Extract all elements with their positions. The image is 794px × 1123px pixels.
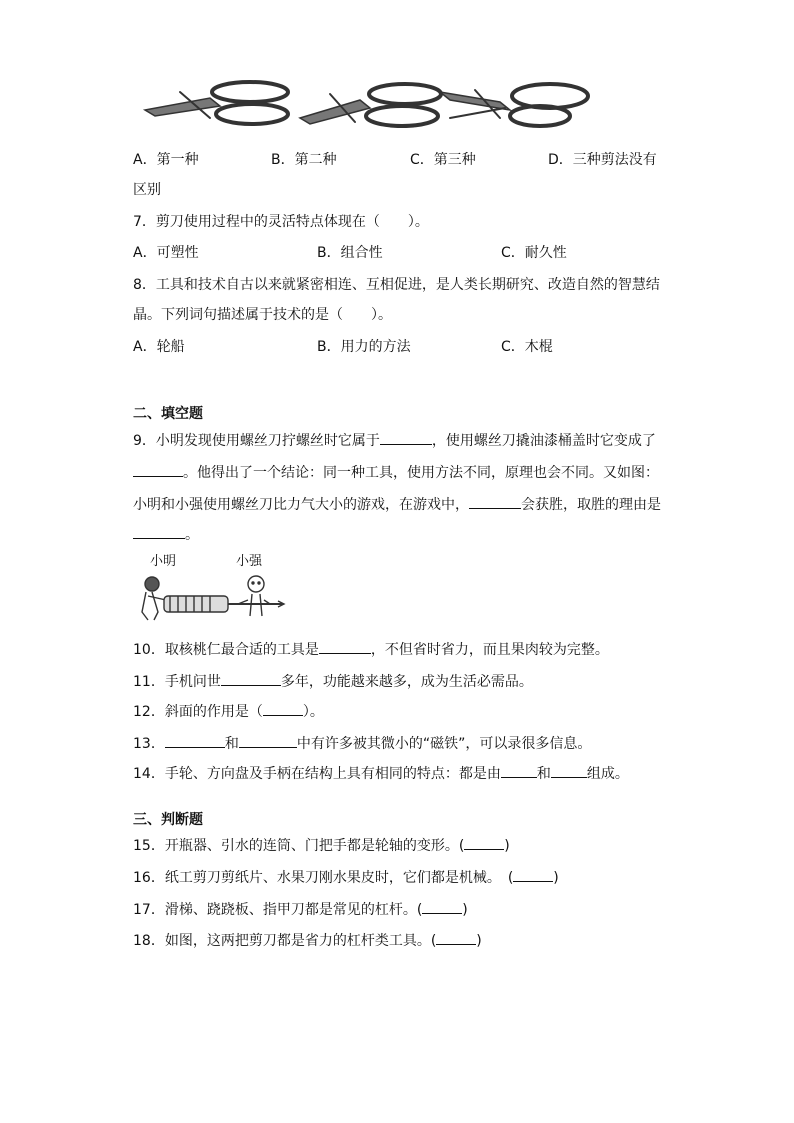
screwdriver-game-figure xyxy=(138,574,288,624)
q9-blank-2[interactable] xyxy=(133,462,183,477)
q9-text-3: 。他得出了一个结论：同一种工具，使用方法不同，原理也会不同。又如图： xyxy=(183,465,659,481)
q18-text-a: 18．如图，这两把剪刀都是省力的杠杆类工具。( xyxy=(133,933,437,949)
q9-blank-4[interactable] xyxy=(133,524,185,539)
q15-text-a: 15．开瓶器、引水的连筒、门把手都是轮轴的变形。( xyxy=(133,838,465,854)
section-title-true-false: 三、判断题 xyxy=(133,812,203,828)
q14-text-a: 14．手轮、方向盘及手柄在结构上具有相同的特点：都是由 xyxy=(133,766,501,782)
q6-option-b[interactable]: B．第二种 xyxy=(271,152,337,168)
q15-text-b: ) xyxy=(504,838,510,854)
q17-text-a: 17．滑梯、跷跷板、指甲刀都是常见的杠杆。( xyxy=(133,902,423,918)
q8-option-a[interactable]: A．轮船 xyxy=(133,339,185,355)
q6-option-c[interactable]: C．第三种 xyxy=(410,152,476,168)
q16-blank[interactable] xyxy=(513,867,553,882)
q13-blank-2[interactable] xyxy=(239,733,297,748)
q8-option-b[interactable]: B．用力的方法 xyxy=(317,339,411,355)
q15-line xyxy=(133,835,510,856)
q6-option-a[interactable]: A．第一种 xyxy=(133,152,199,168)
q17-text-b: ) xyxy=(462,902,468,918)
q9-blank-1[interactable] xyxy=(380,430,432,445)
q17-blank[interactable] xyxy=(422,899,462,914)
q9-text-6: 。 xyxy=(185,527,199,543)
q11-blank[interactable] xyxy=(221,671,281,686)
q10-blank[interactable] xyxy=(319,639,371,654)
q9-line3 xyxy=(133,494,661,515)
q6-option-d[interactable]: D．三种剪法没有 xyxy=(548,152,657,168)
q14-text-b: 和 xyxy=(536,766,551,782)
q12-text-b: ）。 xyxy=(302,704,324,720)
q18-blank[interactable] xyxy=(436,930,476,945)
q13-text-a: 13． xyxy=(133,736,165,752)
q8-stem-line1: 8．工具和技术自古以来就紧密相连、互相促进，是人类长期研究、改造自然的智慧结 xyxy=(133,277,660,293)
q14-blank-1[interactable] xyxy=(501,763,537,778)
q9-line4 xyxy=(133,524,199,545)
q9-text-4: 小明和小强使用螺丝刀比力气大小的游戏，在游戏中， xyxy=(133,497,469,513)
q13-blank-1[interactable] xyxy=(165,733,225,748)
q10-text-a: 10．取核桃仁最合适的工具是 xyxy=(133,642,319,658)
figure-label-xiaoqiang: 小强 xyxy=(236,554,263,569)
q14-text-c: 组成。 xyxy=(586,766,629,782)
q9-text-1: 9．小明发现使用螺丝刀拧螺丝时它属于 xyxy=(133,433,380,449)
q18-text-b: ) xyxy=(476,933,482,949)
q9-blank-3[interactable] xyxy=(469,494,521,509)
q7-option-b[interactable]: B．组合性 xyxy=(317,245,383,261)
q14-blank-2[interactable] xyxy=(551,763,587,778)
figure-label-xiaoming: 小明 xyxy=(150,554,177,569)
q12-text-a: 12．斜面的作用是（ xyxy=(133,704,263,720)
q15-blank[interactable] xyxy=(464,835,504,850)
q7-stem: 7．剪刀使用过程中的灵活特点体现在（ ）。 xyxy=(133,214,429,230)
q16-text-a: 16．纸工剪刀剪纸片、水果刀刚水果皮时，它们都是机械。 ( xyxy=(133,870,514,886)
q17-line xyxy=(133,899,468,920)
q9-line2 xyxy=(133,462,659,483)
q6-option-d-wrap: 区别 xyxy=(133,182,161,198)
q16-line xyxy=(133,867,559,888)
q9-text-5: 会获胜，取胜的理由是 xyxy=(521,497,661,513)
q9-line1 xyxy=(133,430,656,451)
q9-text-2: ，使用螺丝刀撬油漆桶盖时它变成了 xyxy=(431,433,656,449)
q8-option-c[interactable]: C．木棍 xyxy=(501,339,553,355)
scissors-figure xyxy=(140,78,600,130)
q13-text-c: 中有许多被其微小的“磁铁”，可以录很多信息。 xyxy=(296,736,592,752)
q13-line xyxy=(133,733,591,754)
q12-blank[interactable] xyxy=(263,701,303,716)
q18-line xyxy=(133,930,482,951)
q7-option-a[interactable]: A．可塑性 xyxy=(133,245,199,261)
section-title-fill-in: 二、填空题 xyxy=(133,406,203,422)
q11-text-a: 11．手机问世 xyxy=(133,674,221,690)
q11-text-b: 多年，功能越来越多，成为生活必需品。 xyxy=(280,674,533,690)
q16-text-b: ) xyxy=(553,870,559,886)
q12-line xyxy=(133,701,324,722)
q11-line xyxy=(133,671,533,692)
q10-line xyxy=(133,639,609,660)
q13-text-b: 和 xyxy=(224,736,239,752)
q7-option-c[interactable]: C．耐久性 xyxy=(501,245,567,261)
q8-stem-line2: 晶。下列词句描述属于技术的是（ ）。 xyxy=(133,307,392,323)
q14-line xyxy=(133,763,629,784)
q10-text-b: ，不但省时省力，而且果肉较为完整。 xyxy=(370,642,609,658)
